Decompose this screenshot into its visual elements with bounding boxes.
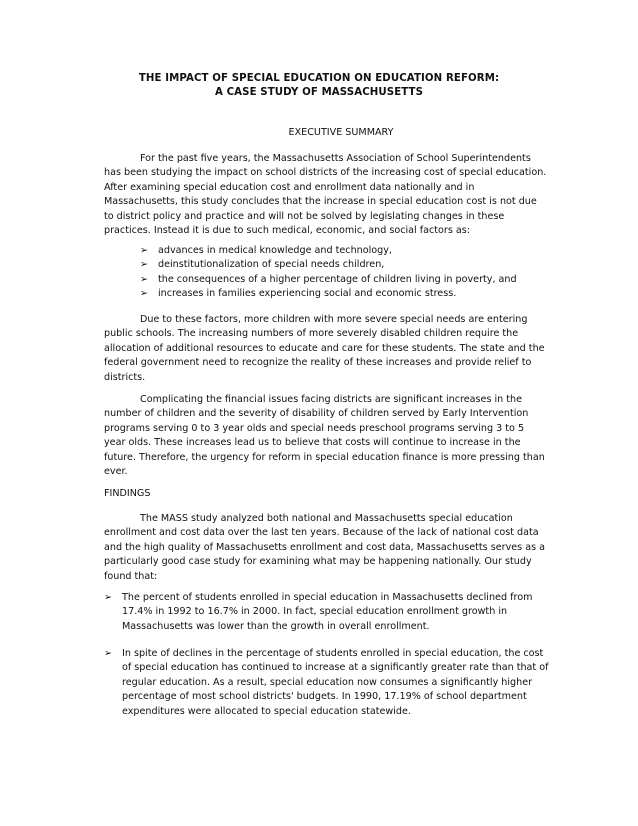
title-line-2: A CASE STUDY OF MASSACHUSETTS xyxy=(214,87,424,98)
arrow-bullet-icon: ➢ xyxy=(104,592,113,603)
arrow-bullet-icon: ➢ xyxy=(140,245,149,256)
arrow-bullet-icon: ➢ xyxy=(140,288,149,300)
arrow-bullet-icon: ➢ xyxy=(140,273,149,285)
factors-list xyxy=(140,244,550,302)
paragraph-intro-text: For the past five years, the Massachusetts Association of School Superintendents has been studying the impact on school districts of the increasing cost of special education. After examining special education cost and enrollment data nationally and in Massachusetts, this study concludes that the increase in special education cost is not due to district policy and practice and will not be solved by legislating changes in these practices. Instead it is due to such medical, economic, and social factors as: xyxy=(104,153,547,237)
list-item: ➢ the consequences of a higher percentage of children living in poverty, and xyxy=(140,273,550,287)
paragraph-factors-impact: Due to these factors, more children with more severe special needs are entering public schools. The increasing numbers of more severely disabled children require the allocation of additional resources to educate and care for these students. The state and the federal government need to recognize the reality of these increases and provide relief to districts. xyxy=(104,314,545,383)
findings-list-2 xyxy=(104,647,550,719)
executive-summary-heading: EXECUTIVE SUMMARY xyxy=(288,127,394,138)
title-line-1: THE IMPACT OF SPECIAL EDUCATION ON EDUCATION REFORM: xyxy=(138,73,500,84)
arrow-bullet-icon: ➢ xyxy=(104,648,113,659)
findings-heading: FINDINGS xyxy=(104,488,151,499)
list-item: ➢ increases in families experiencing social and economic stress. xyxy=(140,287,550,301)
paragraph-early-intervention: Complicating the financial issues facing districts are significant increases in the number of children and the severity of disability of children served by Early Intervention programs serving 0 to 3 year olds and special needs preschool programs serving 3 to 5 year olds. These increases lead us to believe that costs will continue to increase in the future. Therefore, the urgency for reform in special education finance is more pressing than ever. xyxy=(104,394,545,478)
list-item: ➢ deinstitutionalization of special needs children, xyxy=(140,258,550,272)
list-item: ➢ In spite of declines in the percentage of students enrolled in special education, the cost of special education has continued to increase at a significantly greater rate than that of regular education. As a result, special education now consumes a significantly higher percentage of most school districts' budgets. In 1990, 17.19% of school department expenditures were allocated to special education statewide. xyxy=(104,648,549,717)
list-item: ➢ advances in medical knowledge and technology, xyxy=(140,244,550,258)
list-item: ➢ The percent of students enrolled in special education in Massachusetts declined from 17.4% in 1992 to 16.7% in 2000. In fact, special education enrollment growth in Massachusetts was lower than the growth in overall enrollment. xyxy=(104,592,533,632)
arrow-bullet-icon: ➢ xyxy=(140,259,149,271)
paragraph-intro xyxy=(104,152,548,238)
findings-list-1 xyxy=(104,591,550,634)
paragraph-mass-study: The MASS study analyzed both national and Massachusetts special education enrollment and cost data over the last ten years. Because of the lack of national cost data and the high quality of Massachusetts enrollment and cost data, Massachusetts serves as a particularly good case study for examining what may be happening nationally. Our study found that: xyxy=(104,513,545,582)
